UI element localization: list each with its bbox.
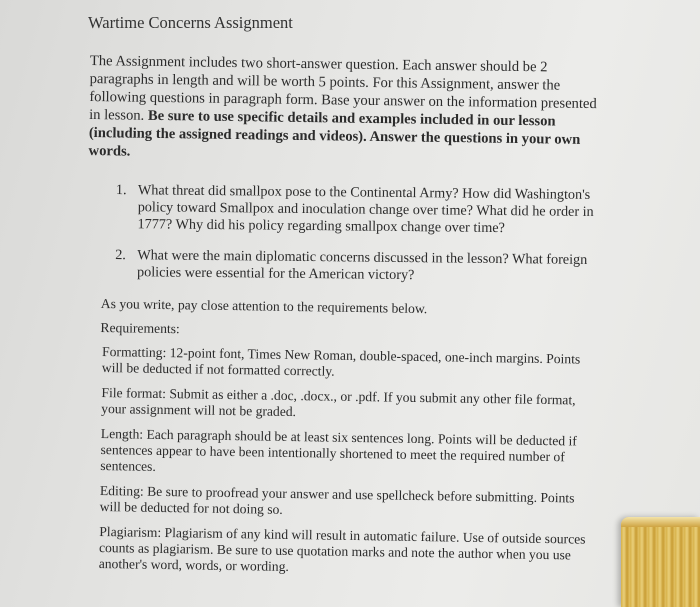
list-item [115, 182, 596, 238]
question-number: 1. [115, 182, 127, 199]
requirement-plagiarism: Plagiarism: Plagiarism of any kind will result in automatic failure. Use of outside sources counts as plagiarism. Be sure to use quotation marks and note the author when you use another's word, words, or wording. [98, 524, 586, 574]
list-item [115, 247, 595, 286]
requirement-editing: Editing: Be sure to proofread your answer and use spellcheck before submitting. Points will be deducted for not doing so. [99, 483, 575, 517]
intro-bold-text: Be sure to use specific details and examples included in our lesson (including the assigned readings and videos). Answer the questions in your own words. [88, 107, 581, 160]
question-list [115, 182, 596, 300]
bottle-cap-rim [621, 517, 700, 527]
page-title: Wartime Concerns Assignment [88, 13, 293, 32]
requirements-heading: Requirements: [100, 319, 180, 337]
pay-attention-text: As you write, pay close attention to the requirements below. [100, 296, 428, 317]
requirement-formatting: Formatting: 12-point font, Times New Roman, double-spaced, one-inch margins. Points will be deducted if not formatted correctly. [101, 344, 581, 379]
question-number: 2. [115, 246, 126, 264]
question-text: What threat did smallpox pose to the Continental Army? How did Washington's policy toward Smallpox and inoculation change over time? What did he order in 1777? Why did his policy regarding smallpox change over time? [137, 182, 594, 237]
intro-text: The Assignment includes two short-answer question. Each answer should be 2 paragraphs in length and will be worth 5 points. For this Assignment, answer the following questions in paragraph form. Base your answer on the information presented in lesson. [89, 52, 597, 124]
requirement-length: Length: Each paragraph should be at least six sentences long. Points will be deducted if sentences appear to have been intentionally shortened to meet the required number of sentences. [100, 426, 577, 474]
requirements-section [97, 296, 601, 589]
intro-paragraph [88, 52, 609, 167]
question-text: What were the main diplomatic concerns discussed in the lesson? What foreign policies were essential for the American victory? [136, 247, 588, 284]
bottle-cap-object [621, 517, 700, 607]
requirement-file-format: File format: Submit as either a .doc, .docx., or .pdf. If you submit any other file format, your assignment will not be graded. [101, 385, 576, 420]
